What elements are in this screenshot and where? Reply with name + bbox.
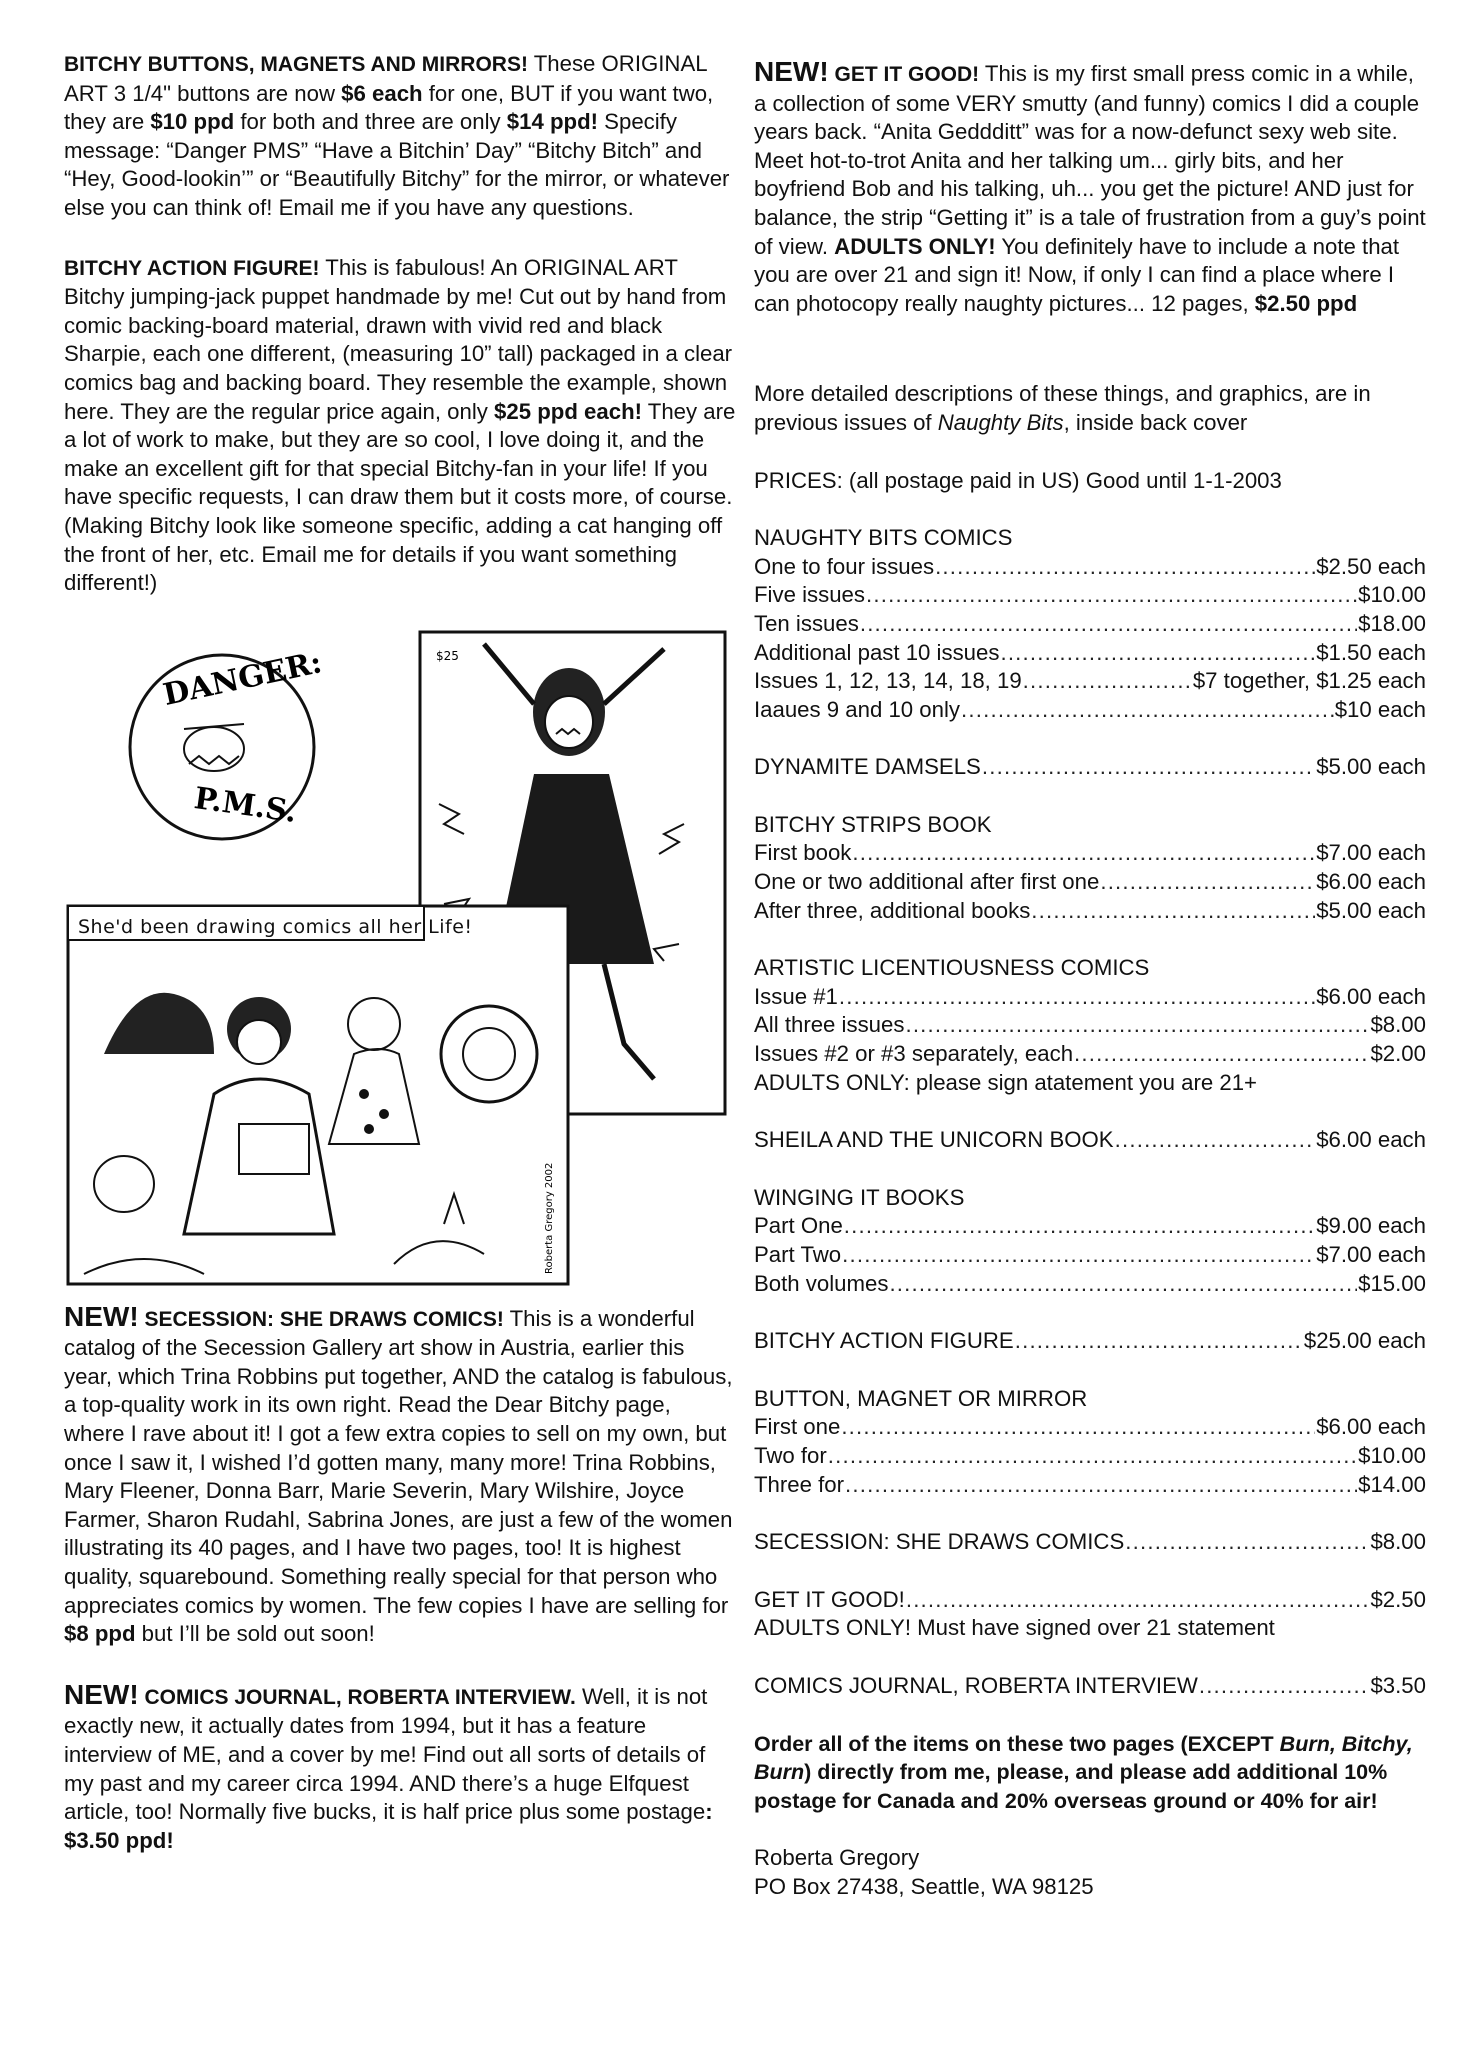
price-item-value: $2.50	[1370, 1586, 1426, 1612]
price-item-value: $6.00 each	[1316, 869, 1426, 895]
journal-text-1: Well, it is not exactly new, it actually dates from 1994, but it has a feature interview of ME, and a cover by me! Find out all sorts of details of my past and my career circa 1994. AND there’s a huge Elfquest article, too! Normally five bucks, it is half price plus some postage	[64, 1683, 708, 1825]
buttons-price-two: $10 ppd	[150, 109, 235, 135]
get-it-good-heading: GET IT GOOD!	[828, 63, 980, 86]
secession-text-2: but I’ll be sold out soon!	[135, 1621, 375, 1647]
price-item-value: $7 together, $1.25 each	[1192, 668, 1426, 694]
price-group-title: BUTTON, MAGNET OR MIRROR	[754, 1385, 1088, 1411]
price-leader-dots	[1015, 1327, 1303, 1356]
price-row	[754, 839, 1426, 868]
price-item-label: DYNAMITE DAMSELS	[754, 754, 981, 780]
price-item-label: One or two additional after first one	[754, 869, 1100, 895]
button-bottom-text: P.M.S.	[192, 780, 299, 830]
price-leader-dots	[961, 696, 1334, 725]
price-group-title: BITCHY STRIPS BOOK	[754, 811, 992, 837]
price-group	[754, 1385, 1426, 1499]
price-item-value: $10.00	[1358, 582, 1426, 608]
price-group	[754, 954, 1426, 1097]
price-row	[754, 1270, 1426, 1299]
price-item-value: $6.00 each	[1316, 1414, 1426, 1440]
price-item-label: Iaaues 9 and 10 only	[754, 696, 961, 722]
comic-artwork	[64, 624, 729, 1289]
price-leader-dots	[906, 1586, 1370, 1615]
secession-price: $8 ppd	[64, 1621, 136, 1647]
price-row	[754, 753, 1426, 782]
price-leader-dots	[1125, 1528, 1369, 1557]
price-row	[754, 1442, 1426, 1471]
more-title: Naughty Bits	[937, 409, 1064, 435]
price-leader-dots	[860, 610, 1357, 639]
buttons-price-three: $14 ppd!	[506, 109, 599, 135]
price-item-label: BITCHY ACTION FIGURE	[754, 1328, 1014, 1354]
journal-new-label: NEW!	[64, 1678, 139, 1710]
price-group	[754, 753, 1426, 782]
price-item-label: SHEILA AND THE UNICORN BOOK	[754, 1127, 1114, 1153]
price-row	[754, 897, 1426, 926]
price-group	[754, 811, 1426, 925]
secession-text-1: This is a wonderful catalog of the Secession Gallery art show in Austria, earlier this year, which Trina Robbins put together, AND the catalog is fabulous, a top-quality work in its own right. Read the Dear Bitchy page, where I rave about it! I got a few extra copies to sell on my own, but once I saw it, I wished I’d gotten many, many more! Trina Robbins, Mary Fleener, Donna Barr, Marie Severin, Mary Wilshire, Joyce Farmer, Sharon Rudahl, Sabrina Jones, are just a few of the women illustrating its 40 pages, and I have two pages, too! It is highest quality, squarebound. Something really special for that person who appreciates comics by women. The few copies I have are selling for	[64, 1305, 733, 1618]
price-group	[754, 1672, 1426, 1701]
price-item-label: COMICS JOURNAL, ROBERTA INTERVIEW	[754, 1672, 1198, 1698]
price-row	[754, 983, 1426, 1012]
buttons-price-one: $6 each	[341, 80, 423, 106]
price-item-value: $10 each	[1334, 696, 1426, 722]
price-leader-dots	[889, 1270, 1357, 1299]
price-item-value: $8.00	[1370, 1529, 1426, 1555]
price-item-label: Two for	[754, 1442, 827, 1468]
price-item-value: $25.00 each	[1303, 1328, 1426, 1354]
price-row	[754, 1586, 1426, 1615]
price-item-label: One to four issues	[754, 553, 935, 579]
price-group-note: ADULTS ONLY! Must have signed over 21 statement	[754, 1615, 1275, 1641]
comic-panel-illustration	[68, 906, 568, 1284]
price-item-label: Issues 1, 12, 13, 14, 18, 19	[754, 668, 1022, 694]
price-leader-dots	[1023, 667, 1192, 696]
price-leader-dots	[1000, 639, 1315, 668]
price-leader-dots	[1115, 1126, 1316, 1155]
price-row	[754, 696, 1426, 725]
get-it-good-new-label: NEW!	[754, 56, 829, 87]
more-text-2: , inside back cover	[1063, 409, 1248, 435]
price-row	[754, 610, 1426, 639]
price-item-label: Issue #1	[754, 983, 838, 1009]
price-leader-dots	[842, 1241, 1315, 1270]
price-row	[754, 1212, 1426, 1241]
price-item-value: $6.00 each	[1316, 983, 1426, 1009]
get-it-good-text-1: This is my first small press comic in a while, a collection of some VERY smutty (and funny) comics I did a couple years back. “Anita Geddditt” was for a now-defunct sexy web site. Meet hot-to-trot Anita and her talking um... girly bits, and her boyfriend Bob and his talking, uh... you get the picture! AND just for balance, the strip “Getting it” is a tale of frustration from a guy’s point of view.	[754, 61, 1426, 259]
price-item-value: $15.00	[1358, 1270, 1426, 1296]
price-item-label: GET IT GOOD!	[754, 1586, 905, 1612]
danger-pms-button-illustration	[130, 645, 325, 839]
price-item-value: $18.00	[1358, 610, 1426, 636]
price-row	[754, 1040, 1426, 1069]
price-item-value: $5.00 each	[1316, 897, 1426, 923]
price-item-label: Both volumes	[754, 1270, 889, 1296]
price-group-note: ADULTS ONLY: please sign atatement you are 21+	[754, 1069, 1257, 1095]
price-item-value: $8.00	[1370, 1012, 1426, 1038]
buttons-text-1: These ORIGINAL ART 3 1/4" buttons are now	[64, 51, 707, 106]
artist-signature: Roberta Gregory 2002	[544, 1162, 555, 1274]
price-row	[754, 553, 1426, 582]
price-item-value: $14.00	[1358, 1471, 1426, 1497]
action-figure-price: $25 ppd each!	[494, 398, 643, 424]
get-it-good-paragraph	[754, 58, 1426, 318]
more-text-1: More detailed descriptions of these things, and graphics, are in previous issues of	[754, 381, 1371, 435]
price-item-label: First book	[754, 840, 852, 866]
order-text-2: ) directly from me, please, and please add additional 10% postage for Canada and 20% overseas ground or 40% for air!	[754, 1760, 1388, 1813]
price-item-value: $2.00	[1370, 1041, 1426, 1067]
price-leader-dots	[866, 581, 1357, 610]
price-leader-dots	[844, 1212, 1315, 1241]
price-item-value: $10.00	[1358, 1442, 1426, 1468]
price-leader-dots	[1100, 868, 1315, 897]
price-item-label: Three for	[754, 1471, 845, 1497]
action-figure-text-2: They are a lot of work to make, but they are so cool, I love doing it, and the make an excellent gift for that special Bitchy-fan in your life! If you have specific requests, I can draw them but it costs more, of course. (Making Bitchy look like someone specific, adding a cat hanging off the front of her, etc. Email me for details if you want something different!)	[64, 398, 736, 596]
price-row	[754, 1672, 1426, 1701]
price-row	[754, 1126, 1426, 1155]
price-item-value: $3.50	[1370, 1672, 1426, 1698]
price-group	[754, 524, 1426, 724]
price-item-label: Part One	[754, 1213, 843, 1239]
price-leader-dots	[935, 553, 1315, 582]
secession-heading: SECESSION: SHE DRAWS COMICS!	[138, 1307, 504, 1331]
get-it-good-text-2: You definitely have to include a note that you are over 21 and sign it! Now, if only I can find a place where I can photocopy really naughty pictures... 12 pages,	[754, 233, 1400, 316]
journal-price: : $3.50 ppd!	[64, 1799, 713, 1853]
price-leader-dots	[852, 839, 1315, 868]
journal-heading: COMICS JOURNAL, ROBERTA INTERVIEW.	[138, 1685, 576, 1709]
comic-panel-caption: She'd been drawing comics all her Life!	[78, 915, 473, 938]
price-row	[754, 1528, 1426, 1557]
secession-new-label: NEW!	[64, 1300, 139, 1332]
address-line: PO Box 27438, Seattle, WA 98125	[754, 1873, 1094, 1899]
price-row	[754, 868, 1426, 897]
action-figure-paragraph	[64, 254, 736, 598]
figure-price-tag: $25	[436, 648, 459, 663]
price-row	[754, 1471, 1426, 1500]
left-column	[64, 50, 736, 1855]
price-item-label: First one	[754, 1414, 841, 1440]
price-item-label: Five issues	[754, 582, 865, 608]
price-item-label: Issues #2 or #3 separately, each	[754, 1041, 1074, 1067]
get-it-good-price: $2.50 ppd	[1254, 290, 1358, 316]
price-group	[754, 1126, 1426, 1155]
price-group	[754, 1184, 1426, 1298]
price-item-label: Part Two	[754, 1242, 842, 1267]
action-figure-heading: BITCHY ACTION FIGURE!	[64, 256, 320, 280]
price-leader-dots	[839, 983, 1315, 1012]
order-excluded-title: Burn, Bitchy, Burn	[754, 1731, 1413, 1785]
price-leader-dots	[841, 1413, 1315, 1442]
price-item-label: SECESSION: SHE DRAWS COMICS	[754, 1529, 1125, 1555]
price-item-value: $6.00 each	[1316, 1127, 1426, 1153]
price-leader-dots	[982, 753, 1315, 782]
price-row	[754, 639, 1426, 668]
price-group	[754, 1586, 1426, 1643]
buttons-text-2: for one, BUT if you want two, they are	[64, 80, 714, 135]
price-group	[754, 1327, 1426, 1356]
price-item-value: $1.50 each	[1316, 639, 1426, 665]
price-group-title: ARTISTIC LICENTIOUSNESS COMICS	[754, 955, 1150, 981]
order-text-1: Order all of the items on these two pages (EXCEPT	[754, 1731, 1280, 1756]
address-name: Roberta Gregory	[754, 1845, 920, 1871]
price-list	[754, 524, 1426, 1700]
button-top-text: DANGER:	[160, 644, 326, 713]
prices-header: PRICES: (all postage paid in US) Good until 1-1-2003	[754, 467, 1282, 493]
price-leader-dots	[1074, 1040, 1369, 1069]
order-instructions	[754, 1730, 1426, 1816]
comic-drawing	[64, 624, 729, 1289]
price-row	[754, 1241, 1426, 1270]
action-figure-text-1: This is fabulous! An ORIGINAL ART Bitchy jumping-jack puppet handmade by me! Cut out by hand from comic backing-board material, drawn with vivid red and black Sharpie, each one different, (measuring 10” tall) packaged in a clear comics bag and backing board. They resemble the example, shown here. They are the regular price again, only	[64, 254, 733, 424]
journal-paragraph	[64, 1678, 736, 1856]
price-group-title: NAUGHTY BITS COMICS	[754, 525, 1013, 551]
price-item-label: Ten issues	[754, 610, 859, 636]
price-leader-dots	[1199, 1672, 1370, 1701]
buttons-text-3: for both and three are only	[234, 109, 507, 135]
price-leader-dots	[845, 1471, 1357, 1500]
price-row	[754, 1413, 1426, 1442]
price-item-value: $5.00 each	[1316, 754, 1426, 780]
price-item-value: $2.50 each	[1316, 553, 1426, 579]
price-group	[754, 1528, 1426, 1557]
price-row	[754, 667, 1426, 696]
price-group-title: WINGING IT BOOKS	[754, 1184, 965, 1210]
price-leader-dots	[905, 1011, 1369, 1040]
price-row	[754, 581, 1426, 610]
price-leader-dots	[1031, 897, 1315, 926]
buttons-heading: BITCHY BUTTONS, MAGNETS AND MIRRORS!	[64, 53, 528, 76]
price-item-label: Additional past 10 issues	[754, 639, 1000, 665]
more-descriptions-note	[754, 380, 1426, 437]
mailing-address	[754, 1844, 1426, 1901]
price-item-value: $7.00 each	[1316, 840, 1426, 866]
price-row	[754, 1327, 1426, 1356]
price-item-value: $9.00 each	[1316, 1213, 1426, 1239]
get-it-good-adults-only: ADULTS ONLY!	[834, 233, 996, 259]
buttons-text-4: Specify message: “Danger PMS” “Have a Bitchin’ Day” “Bitchy Bitch” and “Hey, Good-lookin’” or “Beautifully Bitchy” for the mirror, or whatever else you can think of! Email me if you have any questions.	[64, 109, 730, 220]
buttons-paragraph	[64, 50, 736, 223]
price-item-label: All three issues	[754, 1012, 905, 1038]
price-item-value: $7.00 each	[1316, 1242, 1426, 1267]
right-column	[754, 58, 1426, 1902]
secession-paragraph	[64, 1300, 736, 1649]
price-item-label: After three, additional books	[754, 897, 1031, 923]
price-row	[754, 1011, 1426, 1040]
price-leader-dots	[828, 1442, 1357, 1471]
